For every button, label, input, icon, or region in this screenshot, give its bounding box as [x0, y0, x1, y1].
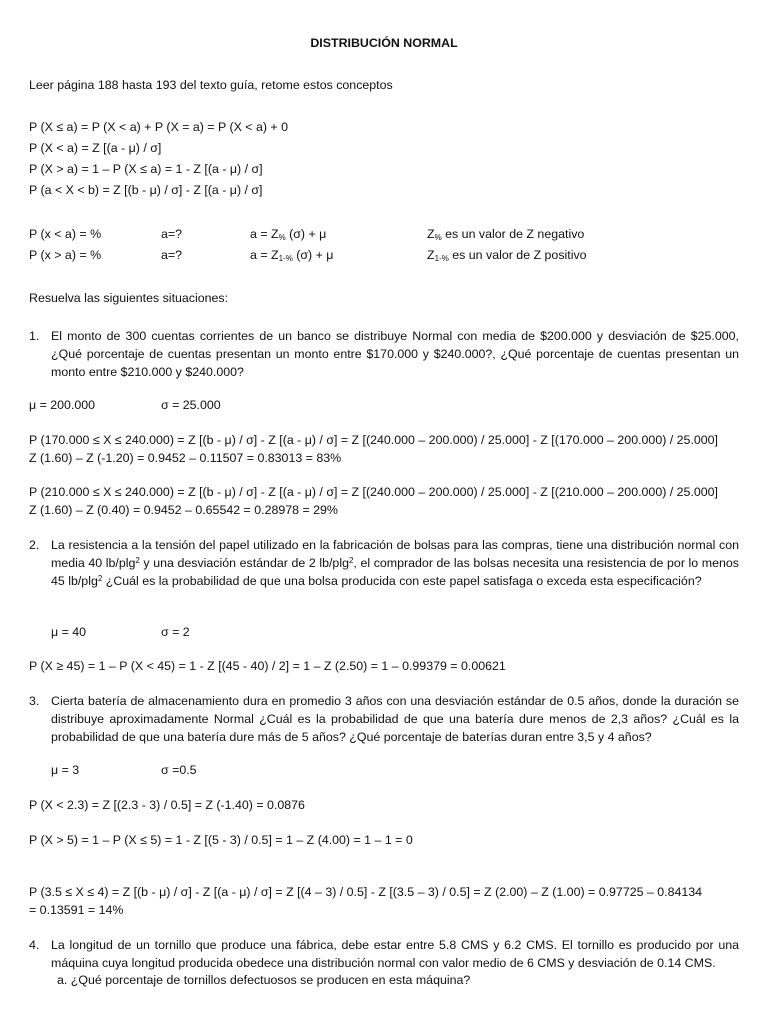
- mu-value: μ = 40: [51, 625, 87, 639]
- problem-number: 3.: [29, 694, 40, 708]
- problem-statement: La resistencia a la tensión del papel utilizado en la fabricación de bolsas para las compras, tiene una distribución normal con media 40 lb/plg$^2$ y una desviación estándar de 2 lb/plg$^2$, el comprador de las bolsas necesita una resistencia de por lo menos 45 lb/plg$^2$ ¿Cuál es la probabilidad de que una bolsa producida con este papel satisfaga o exceda esta especificación?: [51, 538, 739, 588]
- table-cell: a=?: [161, 248, 183, 262]
- table-cell: $a = Z_{1-\%}$ (σ) + μ: [250, 248, 334, 263]
- calculation-line: = 0.13591 = 14%: [29, 903, 124, 917]
- sigma-value: σ = 25.000: [161, 398, 221, 412]
- problem-statement: La longitud de un tornillo que produce una fábrica, debe estar entre 5.8 CMS y 6.2 CMS. El tornillo es producido por una máquina cuya longitud producida obedece una distribución normal con valor medio de 6 CMS y desviación de 0.14 CMS.: [51, 938, 739, 970]
- sub-question: a. ¿Qué porcentaje de tornillos defectuosos se producen en esta máquina?: [57, 973, 471, 987]
- calculation-line: P (3.5 ≤ X ≤ 4) = Z [(b - μ) / σ] - Z [(a - μ) / σ] = Z [(4 – 3) / 0.5] - Z [(3.5 – 3) / 0.5] = Z (2.00) – Z (1.00) = 0.97725 – 0.84134: [29, 885, 703, 899]
- formula-line: P (X ≤ a) = P (X < a) + P (X = a) = P (X < a) + 0: [29, 120, 288, 134]
- formula-line: P (a < X < b) = Z [(b - μ) / σ] - Z [(a - μ) / σ]: [29, 183, 263, 197]
- sigma-value: σ =0.5: [161, 763, 197, 777]
- calculation-line: P (210.000 ≤ X ≤ 240.000) = Z [(b - μ) / σ] - Z [(a - μ) / σ] = Z [(240.000 – 200.000) / 25.000] - Z [(210.000 – 200.000) / 25.000]: [29, 485, 718, 499]
- problem-number: 1.: [29, 329, 40, 343]
- mu-value: μ = 3: [51, 763, 80, 777]
- table-cell: $Z_{\%}$ es un valor de Z negativo: [427, 227, 585, 242]
- formula-line: P (X > a) = 1 – P (X ≤ a) = 1 - Z [(a - μ) / σ]: [29, 162, 263, 176]
- calculation-line: P (X ≥ 45) = 1 – P (X < 45) = 1 - Z [(45 - 40) / 2] = 1 – Z (2.50) = 1 – 0.99379 = 0.00621: [29, 659, 506, 673]
- calculation-line: P (X < 2.3) = Z [(2.3 - 3) / 0.5] = Z (-1.40) = 0.0876: [29, 798, 305, 812]
- table-cell: P (x < a) = %: [29, 227, 102, 241]
- problem-number: 4.: [29, 938, 40, 952]
- formula-line: P (X < a) = Z [(a - μ) / σ]: [29, 141, 162, 155]
- mu-value: μ = 200.000: [29, 398, 96, 412]
- table-cell: $Z_{1-\%}$ es un valor de Z positivo: [427, 248, 587, 263]
- section-heading: Resuelva las siguientes situaciones:: [29, 291, 229, 305]
- problem-number: 2.: [29, 538, 40, 552]
- calculation-line: Z (1.60) – Z (-1.20) = 0.9452 – 0.11507 = 0.83013 = 83%: [29, 451, 342, 465]
- calculation-line: P (X > 5) = 1 – P (X ≤ 5) = 1 - Z [(5 - 3) / 0.5] = 1 – Z (4.00) = 1 – 1 = 0: [29, 833, 413, 847]
- calculation-line: Z (1.60) – Z (0.40) = 0.9452 – 0.65542 = 0.28978 = 29%: [29, 503, 338, 517]
- problem-statement: Cierta batería de almacenamiento dura en promedio 3 años con una desviación estándar de 0.5 años, donde la duración se distribuye aproximadamente Normal ¿Cuál es la probabilidad de que una batería dure menos de 2,3 años? ¿Cuál es la probabilidad de que una batería dure más de 5 años? ¿Qué porcentaje de baterías duran entre 3,5 y 4 años?: [51, 694, 739, 744]
- intro-text: Leer página 188 hasta 193 del texto guía, retome estos conceptos: [29, 78, 393, 92]
- problem-statement: El monto de 300 cuentas corrientes de un banco se distribuye Normal con media de $200.000 y desviación de $25.000, ¿Qué porcentaje de cuentas presentan un monto entre $170.000 y $240.000?, ¿Qué porcentaje de cuentas presentan un monto entre $210.000 y $240.000?: [51, 329, 739, 379]
- sigma-value: σ = 2: [161, 625, 190, 639]
- table-cell: a=?: [161, 227, 183, 241]
- table-cell: $a = Z_{\%}$ (σ) + μ: [250, 227, 327, 242]
- page-title: DISTRIBUCIÓN NORMAL: [310, 36, 458, 50]
- table-cell: P (x > a) = %: [29, 248, 102, 262]
- calculation-line: P (170.000 ≤ X ≤ 240.000) = Z [(b - μ) / σ] - Z [(a - μ) / σ] = Z [(240.000 – 200.000) / 25.000] - Z [(170.000 – 200.000) / 25.000]: [29, 433, 718, 447]
